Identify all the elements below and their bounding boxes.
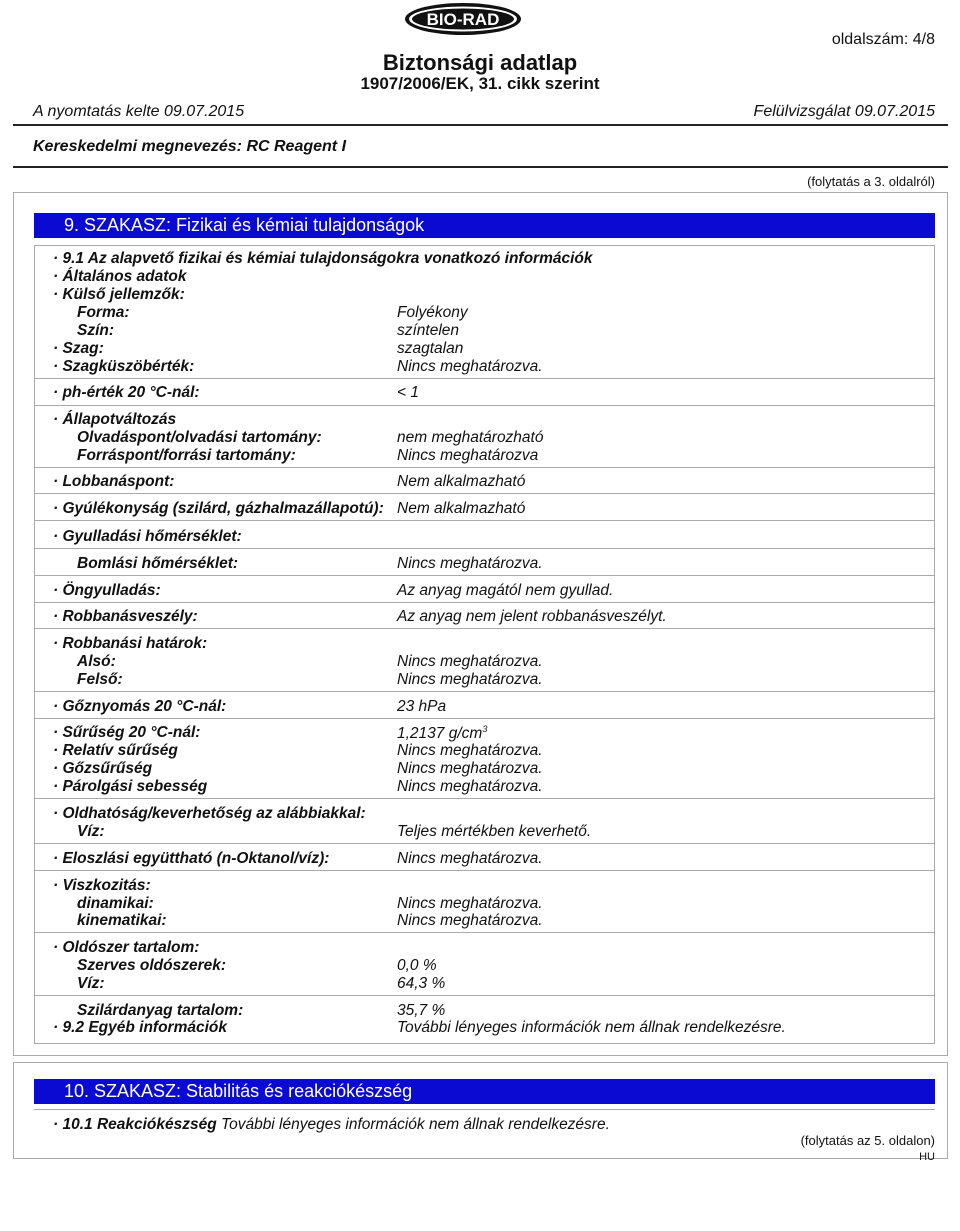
lower-limit-value: Nincs meghatározva. [397, 653, 543, 670]
flammability-label: · Gyúlékonyság (szilárd, gázhalmazállapotú): [53, 500, 384, 517]
logo-text: BIO-RAD [426, 10, 500, 29]
flammability-value: Nem alkalmazható [397, 500, 526, 517]
vapor-density-value: Nincs meghatározva. [397, 760, 543, 777]
divider [34, 843, 935, 844]
self-ignition-value: Az anyag magától nem gyullad. [397, 582, 614, 599]
divider [34, 493, 935, 494]
flash-point-label: · Lobbanáspont: [53, 473, 175, 490]
page-number: oldalszám: 4/8 [831, 31, 935, 48]
divider [34, 405, 935, 406]
state-change-label: · Állapotváltozás [53, 411, 177, 428]
divider [34, 798, 935, 799]
ph-value: < 1 [397, 384, 419, 401]
upper-limit-value: Nincs meghatározva. [397, 671, 543, 688]
lower-limit-label: Alsó: [77, 653, 116, 670]
section10-divider [34, 1109, 935, 1110]
divider [34, 691, 935, 692]
evaporation-rate-label: · Párolgási sebesség [53, 778, 208, 795]
water-content-value: 64,3 % [397, 975, 446, 992]
density-value [397, 724, 487, 743]
divider [34, 718, 935, 719]
partition-coefficient-value: Nincs meghatározva. [397, 850, 543, 867]
divider [34, 602, 935, 603]
vapor-density-label: · Gőzsűrűség [53, 760, 153, 777]
boiling-value: Nincs meghatározva [397, 447, 539, 464]
decomposition-value: Nincs meghatározva. [397, 555, 543, 572]
reactivity-label: · 10.1 Reakciókészség [53, 1116, 217, 1133]
form-value: Folyékony [397, 304, 468, 321]
vapor-pressure-label: · Gőznyomás 20 °C-nál: [53, 698, 227, 715]
density-number: 1,2137 g/cm [397, 725, 483, 743]
print-date: A nyomtatás kelte 09.07.2015 [33, 103, 245, 120]
continued-to: (folytatás az 5. oldalon) [800, 1133, 935, 1148]
divider [34, 548, 935, 549]
divider [34, 932, 935, 933]
evaporation-rate-value: Nincs meghatározva. [397, 778, 543, 795]
divider [34, 378, 935, 379]
divider [34, 520, 935, 521]
document-title: Biztonsági adatlap [382, 50, 578, 75]
solubility-label: · Oldhatóság/keverhetőség az alábbiakkal: [53, 805, 366, 822]
odor-label: · Szag: [53, 340, 104, 357]
relative-density-value: Nincs meghatározva. [397, 742, 543, 759]
relative-density-label: · Relatív sűrűség [53, 742, 178, 759]
flash-point-value: Nem alkalmazható [397, 473, 526, 490]
bio-rad-logo [404, 2, 522, 36]
dynamic-viscosity-value: Nincs meghatározva. [397, 895, 543, 912]
odor-threshold-value: Nincs meghatározva. [397, 358, 543, 375]
melting-value: nem meghatározható [397, 429, 544, 446]
decomposition-label: Bomlási hőmérséklet: [77, 555, 239, 572]
color-label: Szín: [77, 322, 115, 339]
water-content-label: Víz: [77, 975, 105, 992]
other-info-label: · 9.2 Egyéb információk [53, 1019, 227, 1036]
appearance-label: · Külső jellemzők: [53, 286, 185, 303]
divider [34, 467, 935, 468]
dynamic-viscosity-label: dinamikai: [77, 895, 154, 912]
self-ignition-label: · Öngyulladás: [53, 582, 161, 599]
revision-date: Felülvizsgálat 09.07.2015 [753, 103, 935, 120]
divider [34, 995, 935, 996]
partition-coefficient-label: · Eloszlási együttható (n-Oktanol/víz): [53, 850, 330, 867]
section9-heading: 9. SZAKASZ: Fizikai és kémiai tulajdonságok [34, 213, 935, 238]
divider [34, 575, 935, 576]
document-subtitle: 1907/2006/EK, 31. cikk szerint [360, 74, 600, 93]
density-exponent: 3 [482, 724, 488, 734]
divider [34, 628, 935, 629]
reactivity-value: További lényeges információk nem állnak rendelkezésre. [221, 1116, 610, 1133]
kinematic-viscosity-value: Nincs meghatározva. [397, 912, 543, 929]
language-code: HU [919, 1151, 935, 1163]
color-value: színtelen [397, 322, 460, 339]
solid-content-label: Szilárdanyag tartalom: [77, 1002, 244, 1019]
upper-limit-label: Felső: [77, 671, 123, 688]
other-info-value: További lényeges információk nem állnak rendelkezésre. [397, 1019, 786, 1036]
sub-9-1: · 9.1 Az alapvető fizikai és kémiai tulajdonságokra vonatkozó információk [53, 250, 593, 267]
explosion-limits-label: · Robbanási határok: [53, 635, 208, 652]
viscosity-label: · Viszkozitás: [53, 877, 151, 894]
density-label: · Sűrűség 20 °C-nál: [53, 724, 201, 741]
odor-threshold-label: · Szagküszöbérték: [53, 358, 195, 375]
solvent-content-label: · Oldószer tartalom: [53, 939, 200, 956]
boiling-label: Forráspont/forrási tartomány: [77, 447, 296, 464]
ph-label: · ph-érték 20 °C-nál: [53, 384, 200, 401]
organic-solvents-label: Szerves oldószerek: [77, 957, 227, 974]
header-divider [13, 124, 948, 126]
section10-heading: 10. SZAKASZ: Stabilitás és reakciókészség [34, 1079, 935, 1104]
kinematic-viscosity-label: kinematikai: [77, 912, 167, 929]
melting-label: Olvadáspont/olvadási tartomány: [77, 429, 322, 446]
form-label: Forma: [77, 304, 130, 321]
reactivity-row [53, 1116, 610, 1134]
divider [34, 870, 935, 871]
explosion-hazard-value: Az anyag nem jelent robbanásveszélyt. [397, 608, 667, 625]
water-value: Teljes mértékben keverhető. [397, 823, 592, 840]
odor-value: szagtalan [397, 340, 464, 357]
general-data: · Általános adatok [53, 268, 187, 285]
trade-divider [13, 166, 948, 168]
continued-from: (folytatás a 3. oldalról) [807, 174, 935, 189]
trade-name: Kereskedelmi megnevezés: RC Reagent I [33, 138, 347, 155]
explosion-hazard-label: · Robbanásveszély: [53, 608, 198, 625]
organic-solvents-value: 0,0 % [397, 957, 437, 974]
water-label: Víz: [77, 823, 105, 840]
solid-content-value: 35,7 % [397, 1002, 446, 1019]
vapor-pressure-value: 23 hPa [397, 698, 447, 715]
ignition-label: · Gyulladási hőmérséklet: [53, 528, 242, 545]
